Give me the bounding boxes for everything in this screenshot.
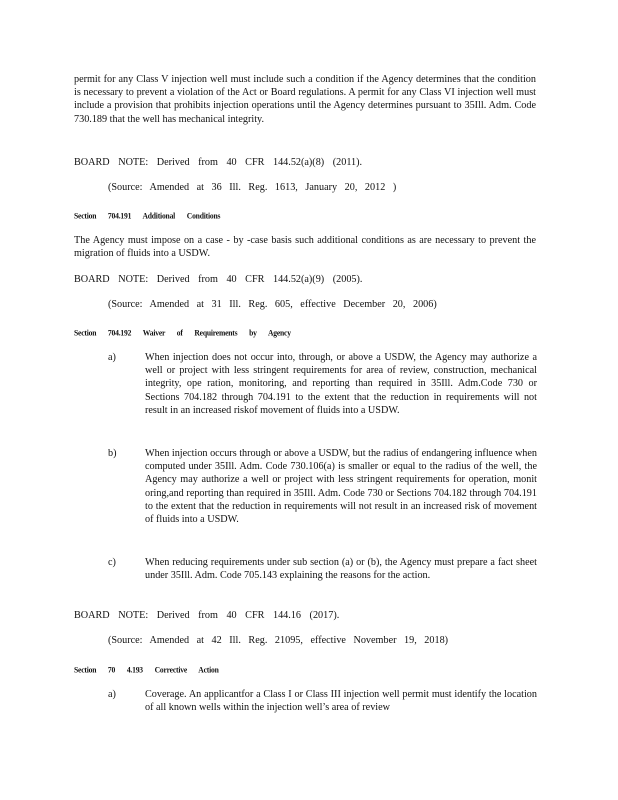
list-text: When injection does not occur into, through, or above a USDW, the Agency may authorize a well or project with less stringent requirements for area of review, construction, mechanical integrity, ope ration, monitoring, and reporting than required in 35Ill. Adm.Code 730 or Sections 704.182 through 704.191 to the extent that the reduction in requirements will not result in an increased riskof movement of fluids into a USDW. xyxy=(145,352,537,416)
source-note-2: (Source: Amended at 31 Ill. Reg. 605, effective December 20, 2006) xyxy=(108,299,437,310)
list-label: a) xyxy=(108,352,116,363)
list-label: b) xyxy=(108,448,117,459)
source-note-3: (Source: Amended at 42 Ill. Reg. 21095, effective November 19, 2018) xyxy=(108,635,449,646)
board-note-3: BOARD NOTE: Derived from 40 CFR 144.16 (2017). xyxy=(74,610,340,621)
list-text: Coverage. An applicantfor a Class I or Class III injection well permit must identify the location of all known wells within the injection well’s area of review xyxy=(145,689,537,714)
section-heading-704-192: Section 704.192 Waiver of Requirements by Agency xyxy=(74,327,291,338)
paragraph-permit-conditions: permit for any Class V injection well must include such a condition if the Agency determines that the condition is necessary to prevent a violation of the Act or Board regulations. A permit for any Class VI injection well must include a provision that prohibits injection operations until the Agency determines pursuant to 35Ill. Adm. Code 730.189 that the well has mechanical integrity. xyxy=(74,74,536,125)
board-note-2: BOARD NOTE: Derived from 40 CFR 144.52(a)(9) (2005). xyxy=(74,274,363,285)
source-note-1: (Source: Amended at 36 Ill. Reg. 1613, January 20, 2012 ) xyxy=(108,182,397,193)
board-note-1: BOARD NOTE: Derived from 40 CFR 144.52(a)(8) (2011). xyxy=(74,157,363,168)
list-text: When reducing requirements under sub section (a) or (b), the Agency must prepare a fact sheet under 35Ill. Adm. Code 705.143 explaining the reasons for the action. xyxy=(145,557,537,582)
list-label: a) xyxy=(108,689,116,700)
paragraph-additional-conditions: The Agency must impose on a case - by -case basis such additional conditions as are necessary to prevent the migration of fluids into a USDW. xyxy=(74,235,536,260)
list-text: When injection occurs through or above a USDW, but the radius of endangering influence when computed under 35Ill. Adm. Code 730.106(a) is smaller or equal to the radius of the well, the Agency may authorize a well or project with less stringent requirements for operation, monit oring,and reporting than required in 35Ill. Adm. Code 730 or Sections 704.182 through 704.191 to the extent that the reduction in requirements will not result in an increased risk of movement of fluids into a USDW. xyxy=(145,448,538,526)
list-label: c) xyxy=(108,557,116,568)
section-heading-704-193: Section 70 4.193 Corrective Action xyxy=(74,664,219,675)
section-heading-704-191: Section 704.191 Additional Conditions xyxy=(74,210,221,221)
